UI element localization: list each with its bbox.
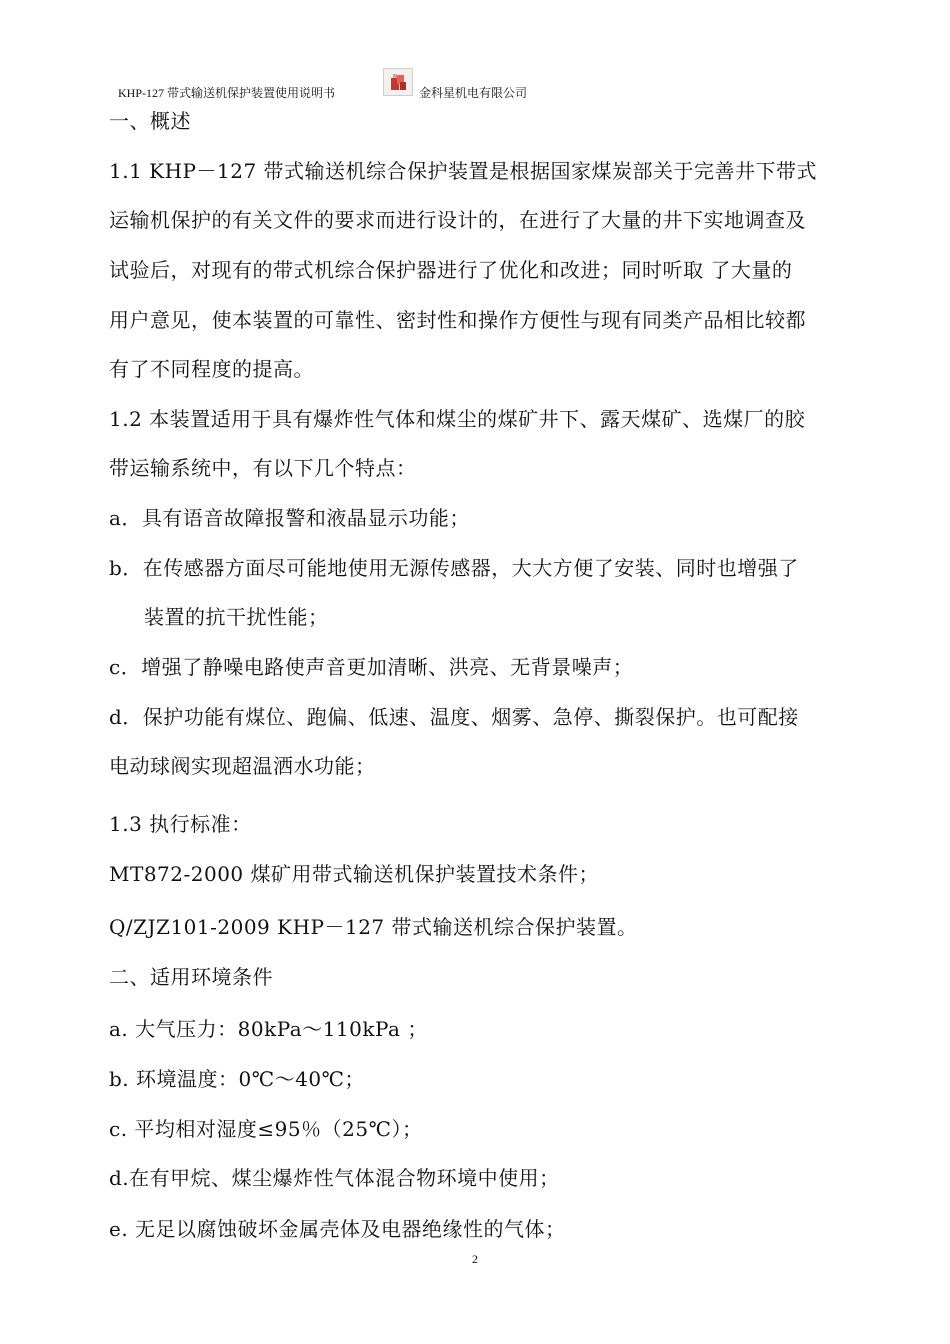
page-number: 2 [472, 1252, 478, 1266]
text-line: 电动球阀实现超温洒水功能； [109, 754, 376, 778]
text-line: 带运输系统中，有以下几个特点： [109, 456, 417, 480]
list-item: d.在有甲烷、煤尘爆炸性气体混合物环境中使用； [109, 1166, 560, 1190]
text-line: 试验后，对现有的带式机综合保护器进行了优化和改进；同时听取 了大量的 [109, 258, 793, 282]
company-logo-icon [383, 68, 413, 96]
standard-item: Q/ZJZ101-2009 KHP－127 带式输送机综合保护装置。 [109, 915, 638, 939]
section-heading-environment: 二、适用环境条件 [109, 965, 273, 989]
section-heading-overview: 一、概述 [109, 109, 191, 133]
list-item: a. 大气压力：80kPa～110kPa ； [109, 1017, 428, 1041]
text-line: 用户意见，使本装置的可靠性、密封性和操作方便性与现有同类产品相比较都 [109, 308, 806, 332]
list-item: e. 无足以腐蚀破坏金属壳体及电器绝缘性的气体； [109, 1217, 566, 1241]
text-line: 运输机保护的有关文件的要求而进行设计的，在进行了大量的井下实地调查及 [109, 208, 806, 232]
text-line: 有了不同程度的提高。 [109, 357, 314, 381]
list-item: b. 环境温度：0℃～40℃； [109, 1067, 365, 1091]
list-item-continuation: 装置的抗干扰性能； [144, 605, 329, 629]
list-item: c．增强了静噪电路使声音更加清晰、洪亮、无背景噪声； [109, 655, 634, 679]
text-line: 1.1 KHP－127 带式输送机综合保护装置是根据国家煤炭部关于完善井下带式 [109, 159, 818, 183]
list-item: c. 平均相对湿度≤95％（25℃）； [109, 1117, 423, 1141]
list-item: b．在传感器方面尽可能地使用无源传感器，大大方便了安装、同时也增强了 [109, 556, 799, 580]
list-item: d．保护功能有煤位、跑偏、低速、温度、烟雾、急停、撕裂保护。也可配接 [109, 705, 799, 729]
header-doc-title: KHP-127 带式输送机保护装置使用说明书 [118, 86, 336, 100]
standard-item: MT872-2000 煤矿用带式输送机保护装置技术条件； [109, 862, 600, 886]
text-line: 1.2 本装置适用于具有爆炸性气体和煤尘的煤矿井下、露天煤矿、选煤厂的胶 [109, 407, 806, 431]
text-line: 1.3 执行标准： [109, 812, 252, 836]
header-company: 金科星机电有限公司 [419, 86, 528, 100]
list-item: a．具有语音故障报警和液晶显示功能； [109, 506, 470, 530]
